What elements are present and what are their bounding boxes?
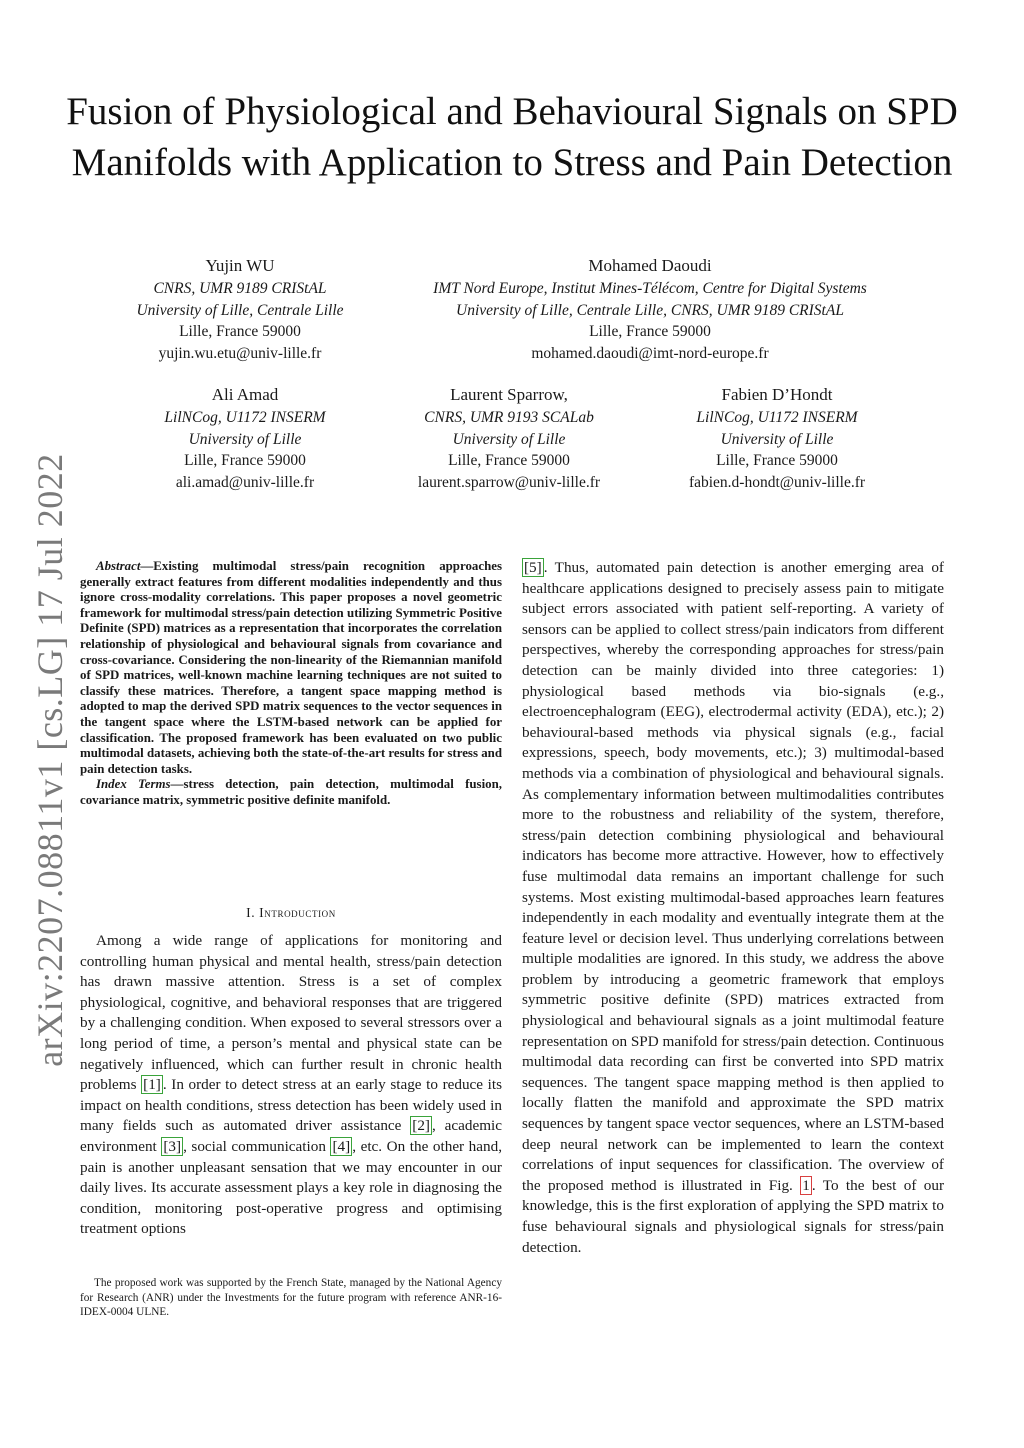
arxiv-identifier: arXiv:2207.08811v1 [cs.LG] 17 Jul 2022 <box>30 453 70 1067</box>
intro-text: Among a wide range of applications for monitoring and controlling human physical and mental health, stress/pain detection has drawn massive attention. Stress is a set of complex physiological, cognitive, and behavioral responses that are triggered by a challenging condition. When exposed to several stressors over a long period of time, a person’s mental and physical state can be negatively influenced, which can further result in chronic health problems <box>80 932 502 1094</box>
abstract-text: —Existing multimodal stress/pain recognition approaches generally extract features from different modalities independently and thus ignore cross-modality correlations. This paper proposes a novel geometric framework for multimodal stress/pain detection utilizing Symmetric Positive Definite (SPD) matrices as a representation that incorporates the correlation relationship of physiological and behavioural signals from covariance and cross-covariance. Considering the non-linearity of the Riemannian manifold of SPD matrices, well-known machine learning techniques are not suited to classify these matrices. Therefore, a tangent space mapping method is adopted to map the derived SPD matrix sequences to the vector sequences in the tangent space where the LSTM-based network can be applied for classification. The proposed framework has been evaluated on two public multimodal datasets, achieving both the state-of-the-art results for stress and pain detection tasks. <box>80 559 502 776</box>
intro-text: . To the best of our knowledge, this is the first exploration of applying the SPD matrix to fuse behavioural signals and physiological signals for stress/pain detection. <box>522 1176 945 1256</box>
author-affiliation: LilNCog, U1172 INSERM <box>164 409 326 426</box>
author-block <box>130 383 360 493</box>
author-location: Lille, France 59000 <box>184 452 306 469</box>
author-affiliation: University of Lille <box>720 430 834 448</box>
author-affiliation: University of Lille, Centrale Lille <box>136 301 344 319</box>
citation-link[interactable]: [1] <box>143 1076 161 1094</box>
author-location: Lille, France 59000 <box>448 452 570 469</box>
intro-text: . In order to detect stress at an early stage to reduce its impact on health conditions, stress detection has been widely used in many fields such as automated driver assistance <box>80 1076 502 1135</box>
author-name: Yujin WU <box>205 256 275 275</box>
author-block <box>394 383 624 493</box>
intro-left-column <box>80 931 502 1240</box>
footnote <box>80 1276 502 1320</box>
author-name: Ali Amad <box>211 385 279 404</box>
intro-right-column <box>522 558 944 1258</box>
figure-link[interactable]: 1 <box>802 1176 810 1194</box>
author-block <box>120 254 360 364</box>
author-affiliation: University of Lille, Centrale Lille, CNRS, UMR 9189 CRIStAL <box>456 301 844 319</box>
author-email: mohamed.daoudi@imt-nord-europe.fr <box>531 344 769 362</box>
index-terms-text: —stress detection, pain detection, multimodal fusion, covariance matrix, symmetric positive definite manifold. <box>80 777 502 807</box>
author-name: Mohamed Daoudi <box>588 256 712 275</box>
author-affiliation: IMT Nord Europe, Institut Mines-Télécom, Centre for Digital Systems <box>433 280 867 297</box>
author-email: fabien.d-hondt@univ-lille.fr <box>688 473 866 491</box>
citation-link[interactable]: [5] <box>524 559 542 576</box>
intro-text: , social communication <box>183 1137 331 1155</box>
author-affiliation: LilNCog, U1172 INSERM <box>696 409 858 426</box>
intro-text: , academic environment <box>80 1117 502 1155</box>
author-block <box>390 254 910 364</box>
author-name: Laurent Sparrow, <box>450 385 568 404</box>
abstract-label: Abstract <box>96 559 141 573</box>
author-location: Lille, France 59000 <box>589 323 711 340</box>
author-block <box>662 383 892 493</box>
author-location: Lille, France 59000 <box>179 323 301 340</box>
abstract <box>80 559 502 809</box>
author-affiliation: University of Lille <box>452 430 566 448</box>
index-terms-label: Index Terms <box>96 777 171 792</box>
citation-link[interactable]: [3] <box>163 1137 182 1155</box>
section-heading <box>80 905 502 921</box>
section-number: I. <box>246 905 256 920</box>
author-email: laurent.sparrow@univ-lille.fr <box>417 473 601 491</box>
section-title: Introduction <box>259 905 336 920</box>
footnote-text: The proposed work was supported by the French State, managed by the National Agency for Research (ANR) under the Investments for the future program with reference ANR-16-IDEX-0004 ULNE. <box>80 1277 502 1318</box>
author-email: yujin.wu.etu@univ-lille.fr <box>158 344 322 362</box>
author-affiliation: CNRS, UMR 9189 CRIStAL <box>153 280 327 297</box>
intro-text: . Thus, automated pain detection is another emerging area of healthcare applications designed to precisely assess pain to mitigate subject errors associated with patient self-reporting. A variety of sensors can be applied to collect stress/pain indicators from different perspectives, whereby the corresponding approaches for stress/pain detection can be mainly divided into three categories: 1) physiological based methods via bio-signals (e.g., electroencephalogram (EEG), electrodermal activity (EDA), etc.); 2) behavioural-based methods via physical signals (e.g., facial expressions, speech, body movements, etc.); 3) multimodal-based methods via a combination of physiological and behavioural signals. As complementary information between multimodalities contributes more to the robustness and reliability of the system, therefore, stress/pain detection combining physiological and behavioural indicators has become more attractive. However, how to effectively fuse multimodal data remains an important challenge for such systems. Most existing multimodal-based approaches learn features independently in each modality and eventually integrate them at the feature level or decision level. Thus underlying correlations between multiple modalities are ignored. In this study, we address the above problem by introducing a geometric framework that employs symmetric positive definite (SPD) matrices extracted from physiological and behavioural signals as a joint multimodal feature representation on SPD manifold for stress/pain detection. Continuous multimodal data recording can first be converted into SPD matrix sequences. The tangent space mapping method is then applied to locally flatten the manifold and approximate the SPD matrix sequences by tangent space vector sequences, where an LSTM-based deep neural network can be implemented to learn the context correlations of input sequences for classification. The overview of the proposed method is illustrated in Fig. <box>522 559 944 1194</box>
paper-title: Fusion of Physiological and Behavioural Signals on SPD Manifolds with Application to Stress and Pain Detection <box>66 90 958 184</box>
author-email: ali.amad@univ-lille.fr <box>175 473 315 491</box>
intro-text: , etc. On the other hand, pain is another unpleasant sensation that we may encounter in our daily lives. Its accurate assessment plays a key role in diagnosing the condition, monitoring post-operative progress and optimising treatment options <box>80 1137 503 1238</box>
author-affiliation: University of Lille <box>188 430 302 448</box>
citation-link[interactable]: [4] <box>332 1137 351 1155</box>
citation-link[interactable]: [2] <box>412 1117 430 1135</box>
author-location: Lille, France 59000 <box>716 452 838 469</box>
author-name: Fabien D’Hondt <box>721 385 833 404</box>
author-affiliation: CNRS, UMR 9193 SCALab <box>424 409 594 426</box>
